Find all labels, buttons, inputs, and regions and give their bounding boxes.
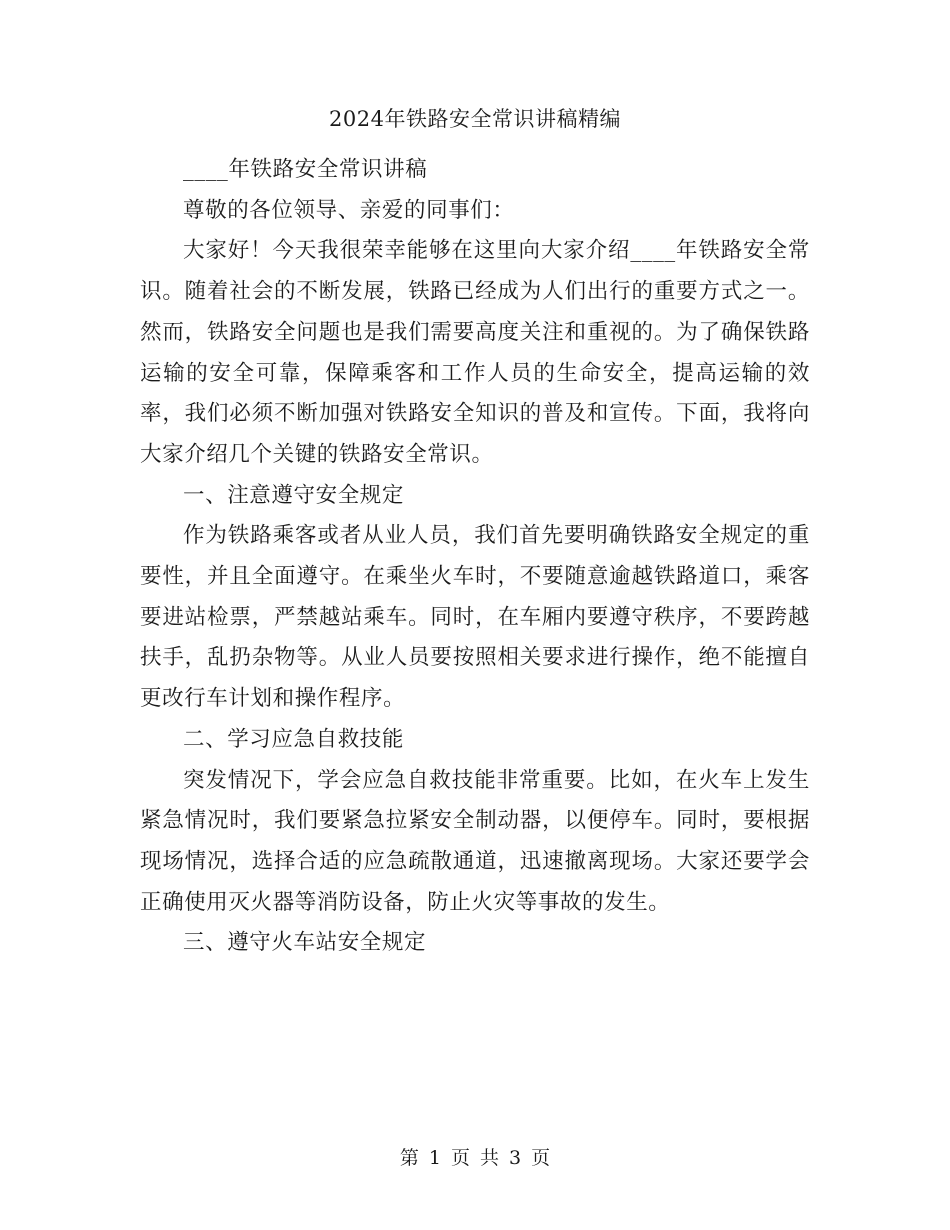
- document-title: 2024年铁路安全常识讲稿精编: [329, 107, 621, 131]
- section-heading-3: 三、遵守火车站安全规定: [183, 930, 427, 956]
- paragraph-salutation: 尊敬的各位领导、亲爱的同事们：: [183, 197, 515, 223]
- paragraph-subtitle: ____年铁路安全常识讲稿: [183, 157, 428, 182]
- paragraph-section-2: 突发情况下，学会应急自救技能非常重要。比如，在火车上发生紧急情况时，我们要紧急拉紧安全制动器，以便停车。同时，要根据现场情况，选择合适的应急疏散通道，迅速撤离现场。大家还要学会正确使用灭火器等消防设备，防止火灾等事故的发生。: [140, 767, 810, 915]
- section-heading-1: 一、注意遵守安全规定: [183, 482, 405, 508]
- document-body: [140, 150, 810, 964]
- page-number-footer: 第 1 页 共 3 页: [399, 1147, 551, 1169]
- paragraph-section-1: 作为铁路乘客或者从业人员，我们首先要明确铁路安全规定的重要性，并且全面遵守。在乘坐火车时，不要随意逾越铁路道口，乘客要进站检票，严禁越站乘车。同时，在车厢内要遵守秩序，不要跨越扶手，乱扔杂物等。从业人员要按照相关要求进行操作，绝不能擅自更改行车计划和操作程序。: [140, 523, 810, 712]
- paragraph-introduction: 大家好！今天我很荣幸能够在这里向大家介绍____年铁路安全常识。随着社会的不断发展，铁路已经成为人们出行的重要方式之一。然而，铁路安全问题也是我们需要高度关注和重视的。为了确保铁路运输的安全可靠，保障乘客和工作人员的生命安全，提高运输的效率，我们必须不断加强对铁路安全知识的普及和宣传。下面，我将向大家介绍几个关键的铁路安全常识。: [140, 238, 810, 467]
- section-heading-2: 二、学习应急自救技能: [183, 726, 405, 752]
